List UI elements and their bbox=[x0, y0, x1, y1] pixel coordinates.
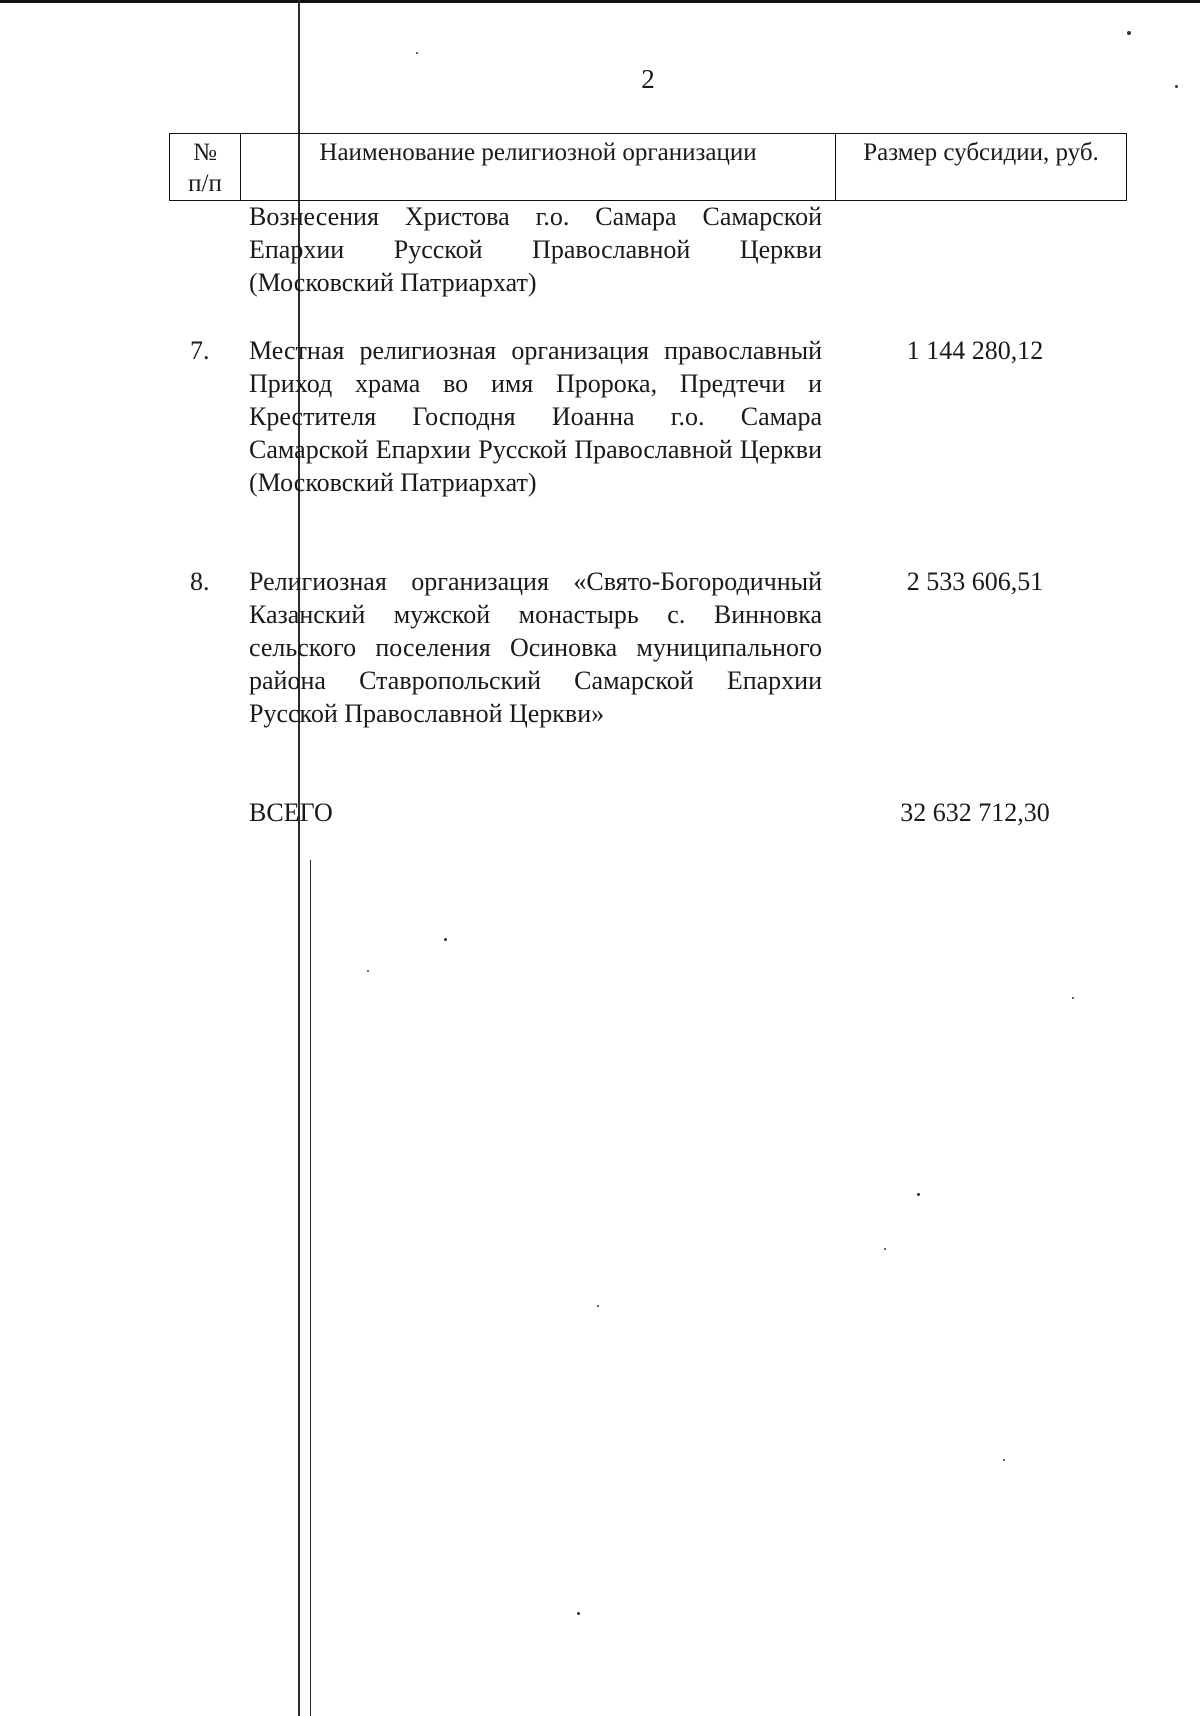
organization-name: Религиозная организация «Свято-Богородичный Казанский мужской монастырь с. Винновка сельского поселения Осиновка муниципального района Ставропольский Самарской Епархии Русской Православной Церкви» bbox=[249, 567, 822, 728]
scan-speck bbox=[444, 938, 447, 941]
scan-speck bbox=[1072, 997, 1074, 999]
header-name-column: Наименование религиозной организации bbox=[241, 134, 836, 200]
subsidy-amount: 2 533 606,51 bbox=[906, 567, 1044, 596]
scan-speck bbox=[416, 52, 418, 54]
scan-speck bbox=[1127, 31, 1131, 35]
header-number-symbol: № bbox=[193, 139, 217, 166]
scan-artifact-line-lower bbox=[310, 860, 311, 1716]
row-number: 8. bbox=[190, 567, 210, 596]
header-number-column bbox=[170, 134, 241, 200]
scan-top-border bbox=[0, 0, 1200, 3]
scan-speck bbox=[597, 1305, 599, 1307]
scan-speck bbox=[917, 1193, 920, 1196]
page-number: 2 bbox=[641, 64, 655, 94]
table-header bbox=[169, 133, 1127, 201]
total-label: ВСЕГО bbox=[249, 798, 333, 827]
header-amount-column: Размер субсидии, руб. bbox=[863, 139, 1099, 166]
scan-speck bbox=[367, 970, 369, 972]
header-number-abbrev: п/п bbox=[188, 170, 222, 197]
total-value: 32 632 712,30 bbox=[900, 798, 1050, 827]
continuation-text: Вознесения Христова г.о. Самара Самарской Епархии Русской Православной Церкви (Московский Патриархат) bbox=[249, 202, 822, 297]
row-number: 7. bbox=[190, 336, 210, 365]
scan-speck bbox=[577, 1612, 580, 1615]
scan-speck bbox=[1003, 1459, 1005, 1461]
scan-speck bbox=[884, 1248, 886, 1250]
organization-name: Местная религиозная организация православный Приход храма во имя Пророка, Предтечи и Крестителя Господня Иоанна г.о. Самара Самарской Епархии Русской Православной Церкви (Московский Патриархат) bbox=[249, 336, 822, 497]
subsidy-amount: 1 144 280,12 bbox=[906, 336, 1044, 365]
scan-speck bbox=[1175, 85, 1178, 88]
